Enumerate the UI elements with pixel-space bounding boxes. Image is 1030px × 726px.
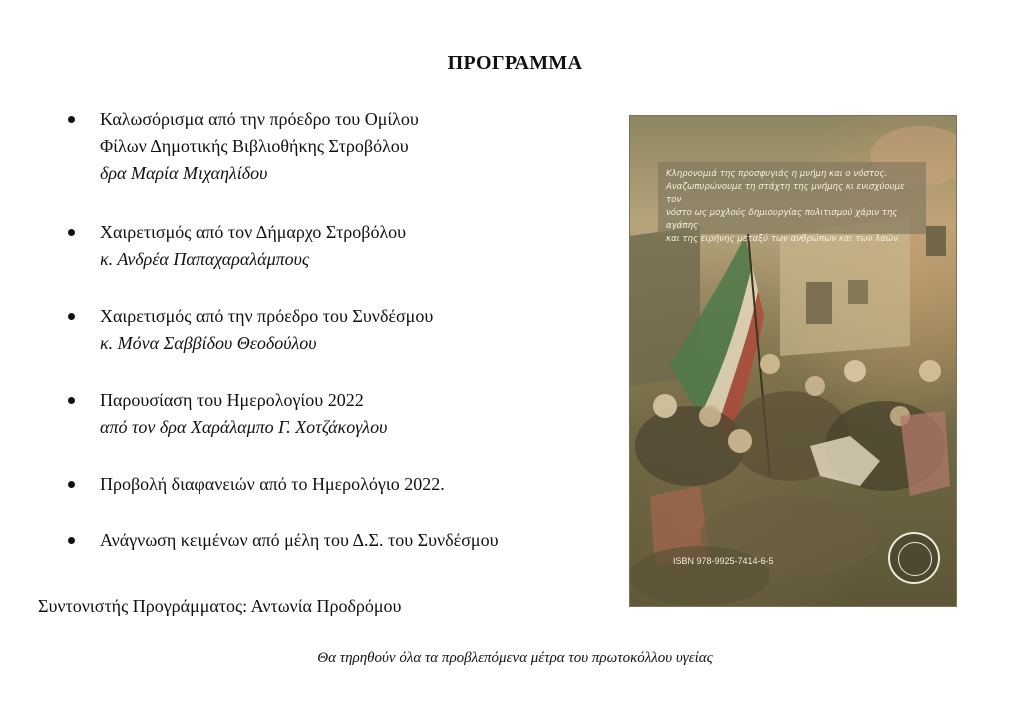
program-item-slides [66,471,445,498]
item-text-line: Χαιρετισμός από τον Δήμαρχο Στροβόλου [100,222,407,242]
cover-blurb-line: Κληρονομιά της προσφυγιάς η μνήμη και ο νόστος. [666,169,888,179]
book-cover [630,116,956,606]
item-text-line: Προβολή διαφανειών από το Ημερολόγιο 2022. [100,474,445,494]
bullet-icon [68,116,75,123]
item-text-line: Χαιρετισμός από την πρόεδρο του Συνδέσμου [100,306,434,326]
bullet-icon [68,229,75,236]
program-item-readings [66,527,499,554]
cover-blurb [666,168,922,246]
bullet-icon [68,537,75,544]
cover-blurb-line: Αναζωπυρώνουμε τη στάχτη της μνήμης κι ενισχύουμε τον [666,182,905,205]
item-text-line: Ανάγνωση κειμένων από μέλη του Δ.Σ. του Συνδέσμου [100,530,499,550]
item-text-line: Παρουσίαση του Ημερολογίου 2022 [100,390,364,410]
program-item-association-greeting [66,303,433,357]
item-speaker: δρα Μαρία Μιχαηλίδου [100,163,268,183]
item-speaker: από τον δρα Χαράλαμπο Γ. Χοτζάκογλου [100,417,388,437]
program-item-calendar-presentation [66,387,387,441]
program-item-welcome [66,106,606,187]
item-text-line: Καλωσόρισμα από την πρόεδρο του Ομίλου [100,109,419,129]
bullet-icon [68,397,75,404]
page-title: ΠΡΟΓΡΑΜΜΑ [447,52,583,74]
item-speaker: κ. Μόνα Σαββίδου Θεοδούλου [100,333,317,353]
cover-blurb-line: νόστο ως μοχλούς δημιουργίας πολιτισμού χάριν της αγάπης [666,208,898,231]
item-text-line: Φίλων Δημοτικής Βιβλιοθήκης Στροβόλου [100,136,409,156]
cover-blurb-line: και της ειρήνης μεταξύ των ανθρώπων και των λαών. [666,234,901,244]
isbn-label: ISBN 978-9925-7414-6-5 [673,556,774,566]
coordinator-line: Συντονιστής Προγράμματος: Αντωνία Προδρόμου [38,596,402,616]
publisher-seal-icon [888,532,940,584]
bullet-icon [68,313,75,320]
health-protocol-note: Θα τηρηθούν όλα τα προβλεπόμενα μέτρα του πρωτοκόλλου υγείας [317,650,713,666]
program-item-mayor-greeting [66,219,406,273]
bullet-icon [68,481,75,488]
item-speaker: κ. Ανδρέα Παπαχαραλάμπους [100,249,310,269]
program-list [66,106,606,550]
